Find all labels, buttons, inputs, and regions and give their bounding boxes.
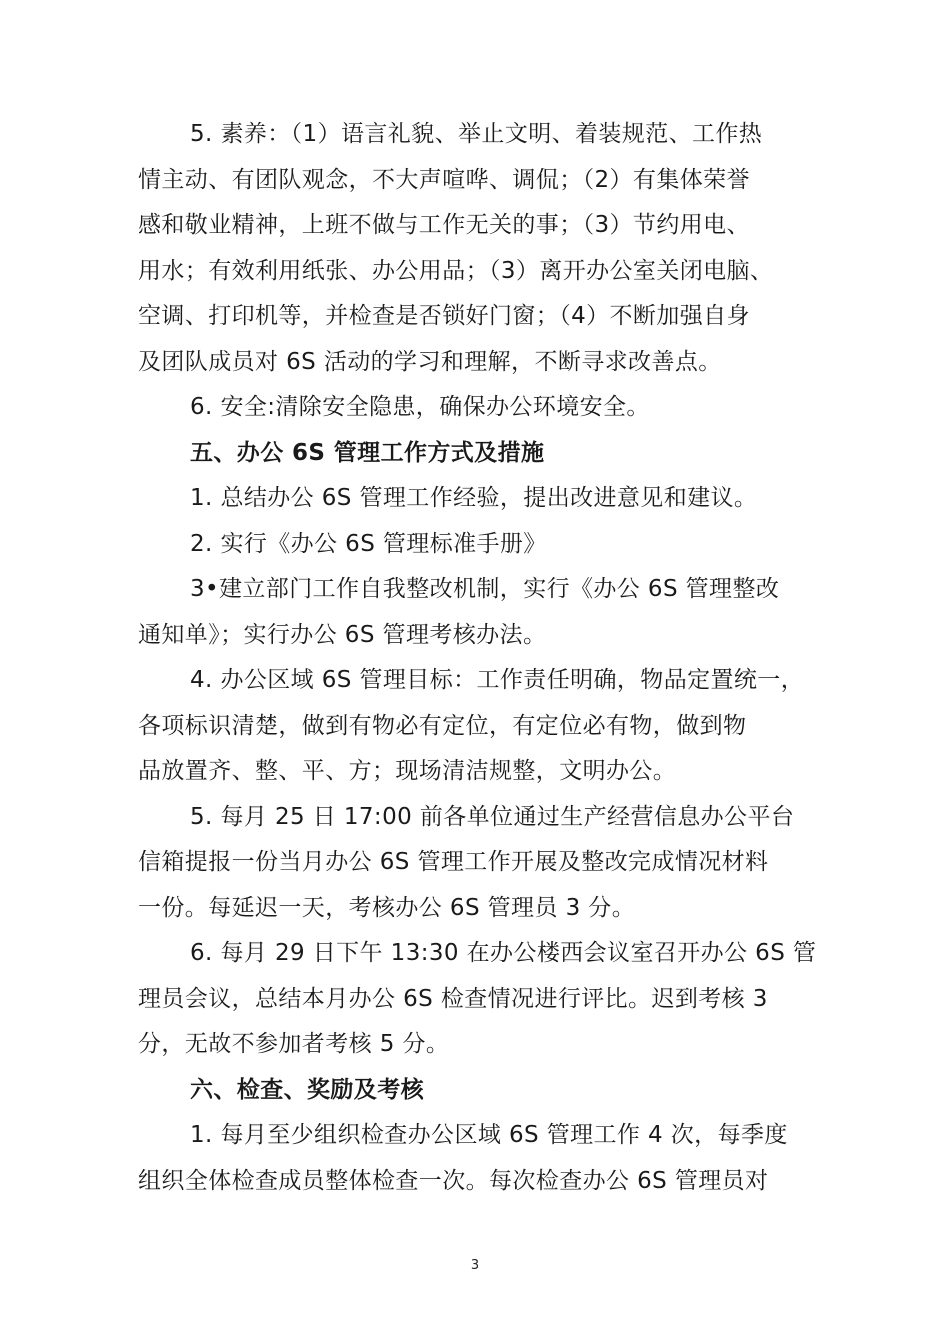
text-line: 1. 总结办公 6S 管理工作经验，提出改进意见和建议。 (190, 485, 758, 511)
text-line: 组织全体检查成员整体检查一次。每次检查办公 6S 管理员对 (138, 1167, 769, 1194)
document-body (138, 112, 828, 1204)
page-number: 3 (470, 1258, 480, 1273)
text-line: 五、办公 6S 管理工作方式及措施 (190, 439, 545, 466)
text-line: 品放置齐、整、平、方；现场清洁规整，文明办公。 (138, 758, 677, 784)
text-line: 各项标识清楚，做到有物必有定位，有定位必有物，做到物 (138, 712, 747, 739)
paragraph (138, 522, 828, 568)
paragraph (138, 567, 828, 658)
section-heading (138, 1068, 828, 1114)
text-line: 5. 每月 25 日 17:00 前各单位通过生产经营信息办公平台 (190, 803, 795, 830)
text-line: 感和敬业精神，上班不做与工作无关的事；（3）节约用电、 (138, 212, 750, 238)
text-line: 分，无故不参加者考核 5 分。 (138, 1031, 450, 1057)
paragraph (138, 1113, 828, 1204)
text-line: 信箱提报一份当月办公 6S 管理工作开展及整改完成情况材料 (138, 849, 769, 875)
text-line: 及团队成员对 6S 活动的学习和理解，不断寻求改善点。 (138, 348, 722, 375)
paragraph (138, 931, 828, 1068)
text-line: 6. 安全:清除安全隐患，确保办公环境安全。 (190, 394, 650, 420)
text-line: 用水；有效利用纸张、办公用品；（3）离开办公室关闭电脑、 (138, 257, 774, 284)
text-line: 空调、打印机等，并检查是否锁好门窗；（4）不断加强自身 (138, 303, 750, 329)
text-line: 4. 办公区域 6S 管理目标：工作责任明确，物品定置统一， (190, 667, 805, 693)
text-line: 3•建立部门工作自我整改机制，实行《办公 6S 管理整改 (190, 576, 780, 602)
text-line: 1. 每月至少组织检查办公区域 6S 管理工作 4 次，每季度 (190, 1122, 788, 1148)
text-line: 理员会议，总结本月办公 6S 检查情况进行评比。迟到考核 3 (138, 985, 768, 1012)
text-line: 六、检查、奖励及考核 (190, 1076, 424, 1103)
text-line: 5. 素养：（1）语言礼貌、举止文明、着装规范、工作热 (190, 121, 763, 147)
text-line: 通知单》；实行办公 6S 管理考核办法。 (138, 621, 547, 648)
text-line: 2. 实行《办公 6S 管理标准手册》 (190, 530, 547, 557)
text-line: 6. 每月 29 日下午 13:30 在办公楼西会议室召开办公 6S 管 (190, 940, 817, 966)
paragraph (138, 112, 828, 385)
paragraph (138, 476, 828, 522)
paragraph (138, 385, 828, 431)
paragraph (138, 658, 828, 795)
section-heading (138, 431, 828, 477)
paragraph (138, 795, 828, 932)
text-line: 情主动、有团队观念，不大声喧哗、调侃；（2）有集体荣誉 (138, 166, 750, 193)
text-line: 一份。每延迟一天，考核办公 6S 管理员 3 分。 (138, 894, 636, 921)
